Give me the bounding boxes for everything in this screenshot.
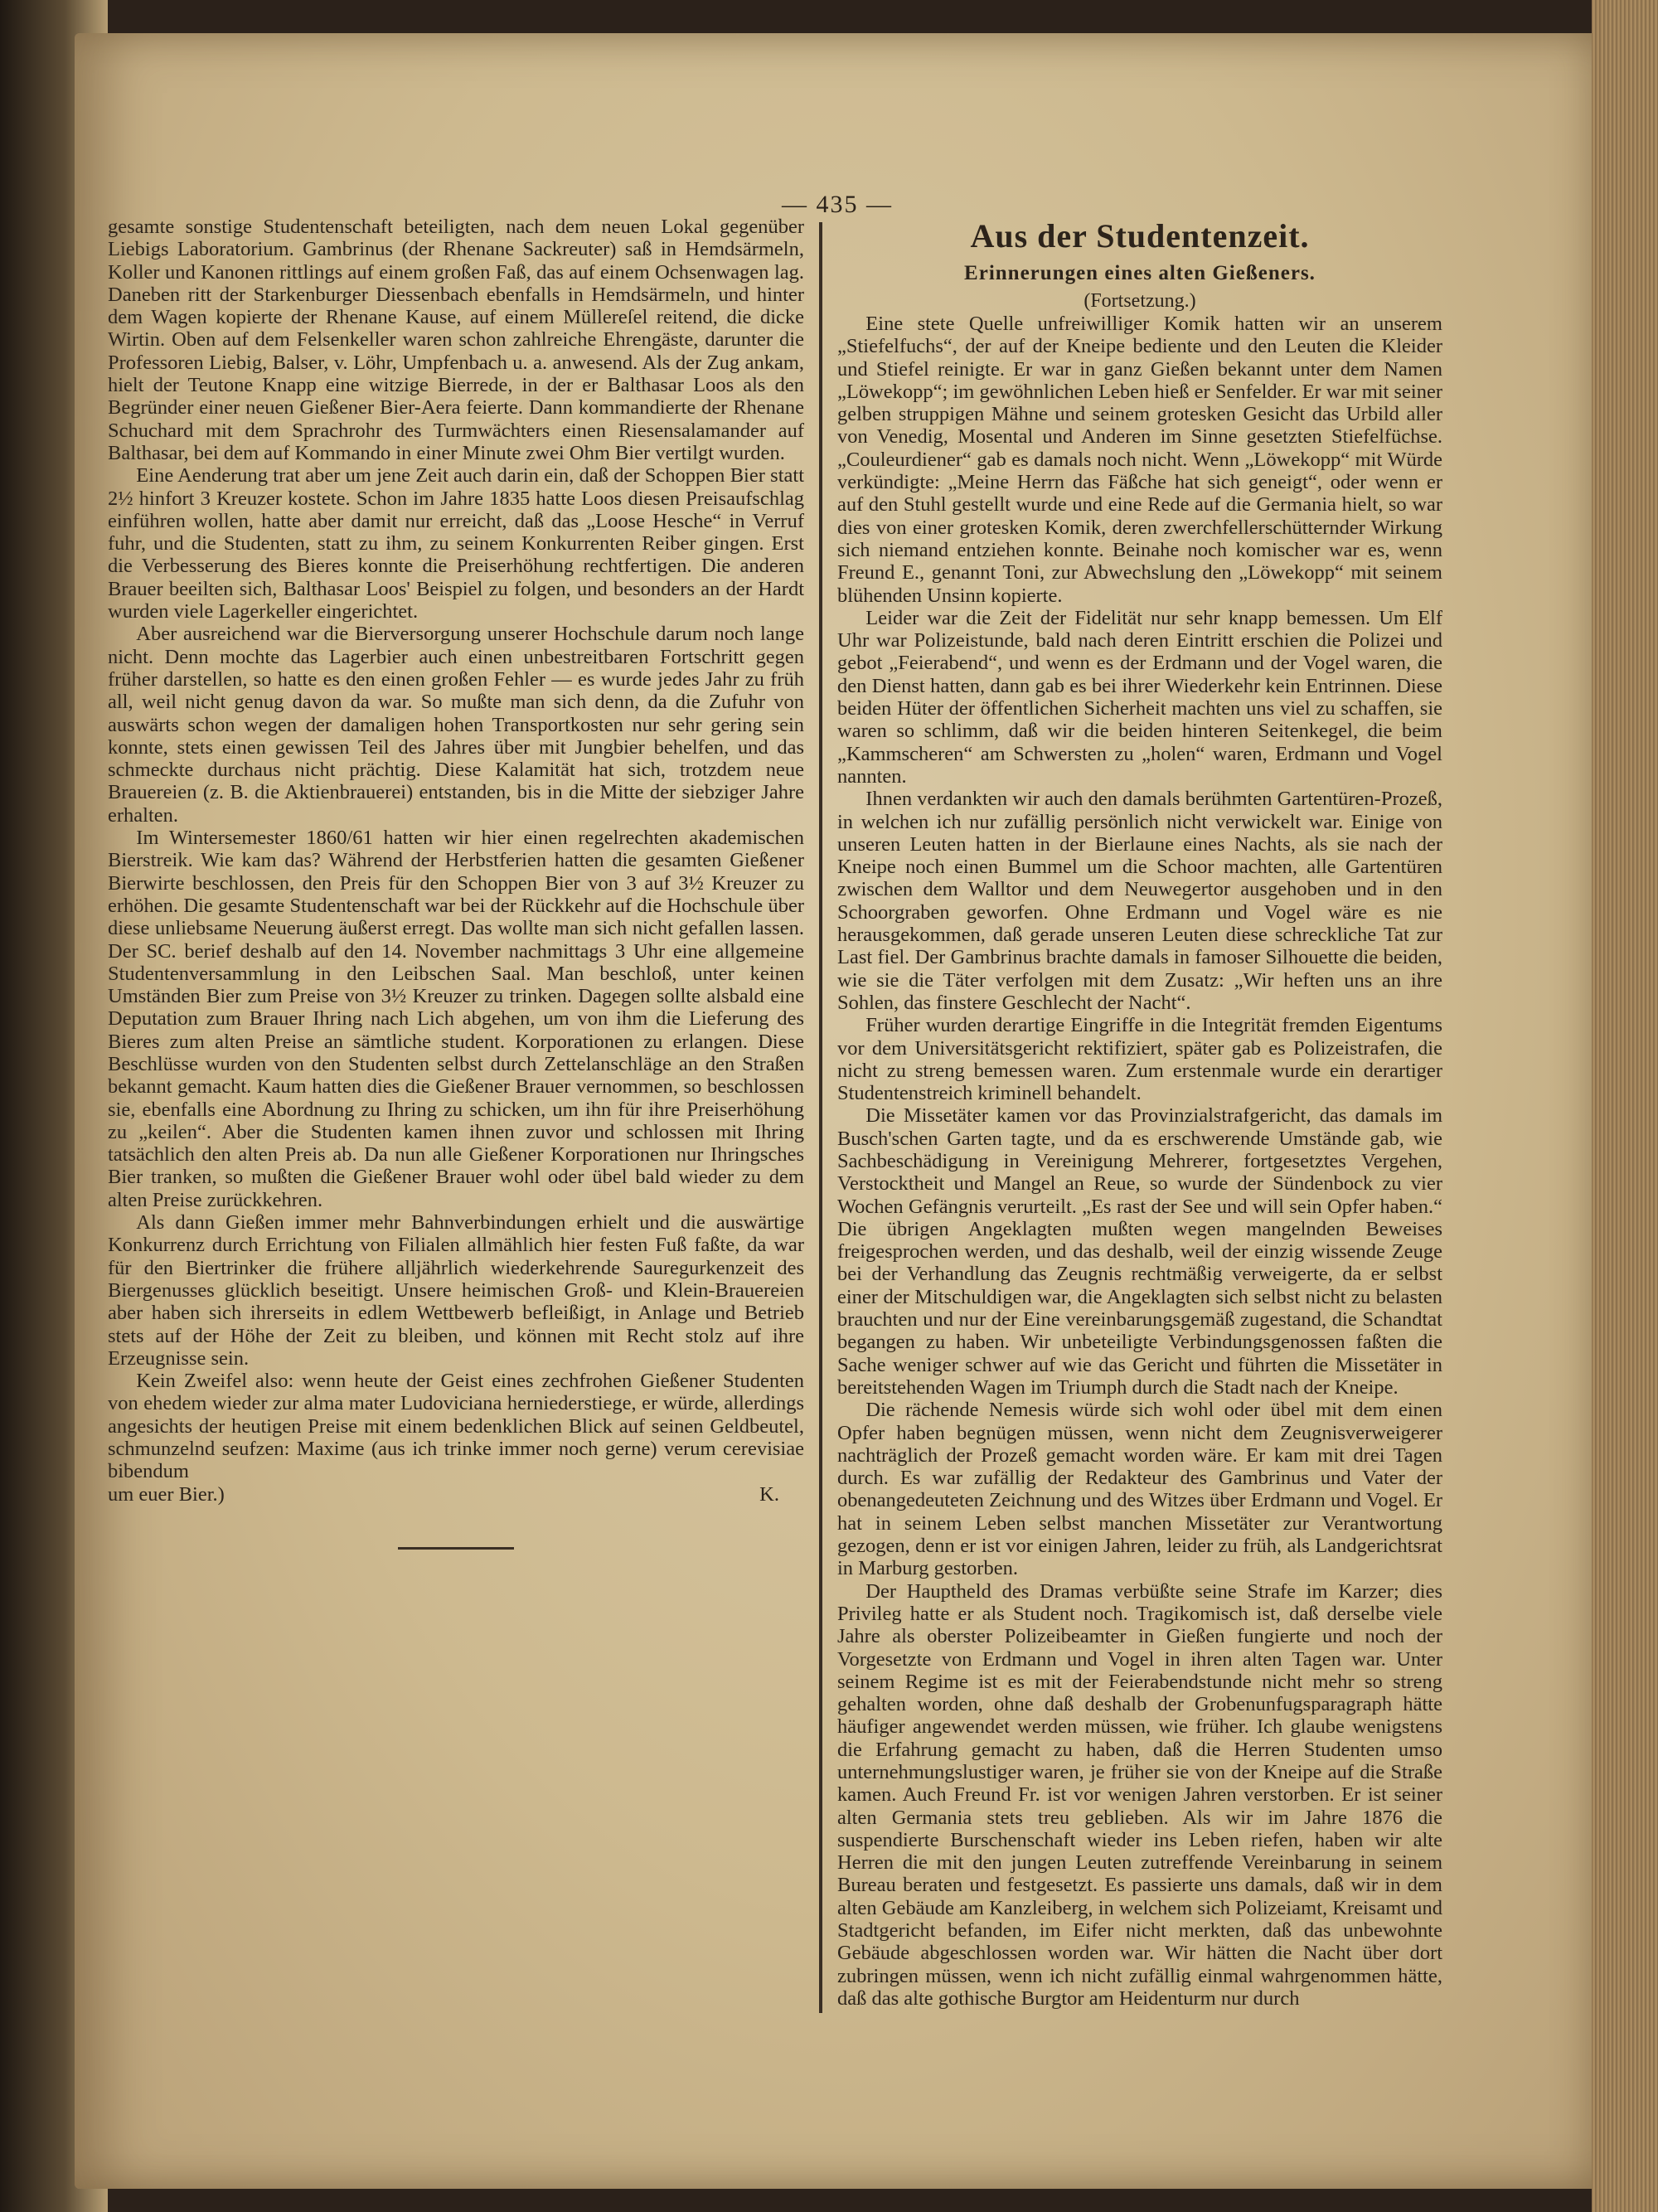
article-paragraph: Ihnen verdankten wir auch den damals berühmten Gartentüren-Prozeß, in welchen ich nur zufällig persönlich nicht verwickelt war. Einige von unseren Leuten hatten in der Bierlaune eines Nachts, als sie nach der Kneipe noch einen Bummel um die Schoor machten, alle Gartentüren zwischen dem Walltor und dem Neuwegertor ausgehoben und in den Schoorgraben geworfen. Ohne Erdmann und Vogel wäre es nie herausgekommen, daß gerade unseren Leuten diese schreckliche Tat zur Last fiel. Der Gambrinus brachte damals in famoser Silhouette die beiden, wie sie die Täter verfolgen mit dem Zusatz: „Wir heften uns an ihre Sohlen, das finstere Geschlecht der Nacht“. — [837, 788, 1442, 1014]
article-paragraph: Kein Zweifel also: wenn heute der Geist eines zechfrohen Gießener Studenten von ehedem wieder zur alma mater Ludoviciana herniederstiege, er würde, allerdings angesichts der heutigen Preise mit einem bedenklichen Blick auf seinen Geldbeutel, schmunzelnd seufzen: Maxime (aus ich trinke immer noch gerne) verum cerevisiae bibendum — [108, 1370, 804, 1483]
author-signature: K. — [759, 1482, 779, 1506]
continuation-note: (Fortsetzung.) — [1084, 290, 1196, 312]
article-paragraph: Eine stete Quelle unfreiwilliger Komik hatten wir an unserem „Stiefelfuchs“, der auf der Kneipe bediente und den Leuten die Kleider und Stiefel reinigte. Er war in ganz Gießen bekannt unter dem Namen „Löwekopp“; im gewöhnlichen Leben hieß er Senfelder. Er war mit seiner gelben struppigen Mähne und seinem grotesken Gesicht das Urbild aller von Venedig, Mosental und Anderen im Sinne gesetzten Stiefelfüchse. „Couleurdiener“ gab es damals noch nicht. Wenn „Löwekopp“ mit Würde verkündigte: „Meine Herrn das Fäßche hat sich geneigt“, oder wenn er auf den Stuhl gestellt wurde und eine Rede auf die Germania hielt, so war dies von einer grotesken Komik, deren zwerchfellerschütternder Wirkung sich niemand entziehen konnte. Beinahe noch komischer war es, wenn Freund E., genannt Toni, zur Abwechslung den „Löwekopp“ mit seinem blühenden Unsinn kopierte. — [837, 313, 1442, 607]
article-subheading: Erinnerungen eines alten Gießeners. — [964, 262, 1316, 284]
article-paragraph: Im Wintersemester 1860/61 hatten wir hier einen regelrechten akademischen Bierstreik. Wie kam das? Während der Herbstferien hatten die gesamten Gießener Bierwirte beschlossen, den Preis für den Schoppen Bier von 3 auf 3½ Kreuzer zu erhöhen. Die gesamte Studentenschaft war bei der Rückkehr auf die Hochschule über diese unliebsame Neuerung äußerst erregt. Das wollte man sich nicht gefallen lassen. Der SC. berief deshalb auf den 14. November nachmittags 3 Uhr eine allgemeine Studentenversammlung in den Leibschen Saal. Man beschloß, unter keinen Umständen Bier zum Preise von 3½ Kreuzer zu trinken. Dagegen sollte alsbald eine Deputation zum Brauer Ihring nach Lich abgehen, um von ihm die Lieferung des Bieres zum alten Preise an sämtliche student. Korporationen zu erlangen. Diese Beschlüsse wurden von den Studenten selbst durch Zettelanschläge an den Straßen bekannt gemacht. Kaum hatten dies die Gießener Brauer vernommen, so beschlossen sie, ebenfalls eine Abordnung zu Ihring zu schicken, um ihn für ihre Preiserhöhung zu „keilen“. Aber die Studenten kamen ihnen zuvor und schlossen mit Ihring tatsächlich den alten Preis ab. Da nun alle Gießener Korporationen nur Ihringsches Bier tranken, so mußten die Gießener Brauer wohl oder übel bald wieder zu dem alten Preise zurückkehren. — [108, 827, 804, 1211]
article-signoff — [108, 1483, 804, 1506]
closing-line: um euer Bier.) — [108, 1482, 225, 1506]
article-paragraph: Die rächende Nemesis würde sich wohl oder übel mit dem einen Opfer haben begnügen müssen, wenn nicht dem Zeugnisverweigerer nachträglich der Prozeß gemacht worden wäre. Er kam mit drei Tagen durch. Es war zufällig der Redakteur des Gambrinus und Vater der obenangedeuteten Zeichnung und des Witzes über Erdmann und Vogel. Er hat in seinem Leben selbst manchen Missetäter zur Verantwortung gezogen, denn er ist vor einigen Jahren, leider zu früh, als Landgerichtsrat in Marburg gestorben. — [837, 1399, 1442, 1580]
left-column — [108, 216, 804, 1550]
end-rule — [398, 1547, 514, 1550]
column-divider — [819, 222, 822, 2013]
article-paragraph: gesamte sonstige Studentenschaft beteiligten, nach dem neuen Lokal gegenüber Liebigs Laboratorium. Gambrinus (der Rhenane Sackreuter) saß in Hemdsärmeln, Koller und Kanonen rittlings auf einem großen Faß, das auf einem Ochsenwagen lag. Daneben ritt der Starkenburger Diessenbach ebenfalls in Hemdsärmeln, und hinter dem Wagen kopierte der Rhenane Kause, auf einem Müllereſel reitend, die dicke Wirtin. Oben auf dem Felsenkeller waren schon zahlreiche Ehrengäste, darunter die Professoren Liebig, Balser, v. Löhr, Umpfenbach u. a. anwesend. Als der Zug ankam, hielt der Teutone Knapp eine witzige Bierrede, in der er Balthasar Loos als den Begründer einer neuen Gießener Bier-Aera feierte. Dann kommandierte der Rhenane Schuchard mit dem Sprachrohr des Turmwächters einen Riesensalamander auf Balthasar, bei dem auf Kommando in einer Minute zwei Ohm Bier vertilgt wurden. — [108, 216, 804, 464]
article-paragraph: Als dann Gießen immer mehr Bahnverbindungen erhielt und die auswärtige Konkurrenz durch Errichtung von Filialen allmählich hier festen Fuß faßte, da war für den Biertrinker die frühere alljährlich wiederkehrende Sauregurkenzeit des Biergenusses glücklich beseitigt. Unsere heimischen Groß- und Klein-Brauereien aber haben sich ihrerseits in edlem Wettbewerb befleißigt, in Anlage und Betrieb stets auf der Höhe der Zeit zu bleiben, und können mit Recht stolz auf ihre Erzeugnisse sein. — [108, 1211, 804, 1370]
article-paragraph: Eine Aenderung trat aber um jene Zeit auch darin ein, daß der Schoppen Bier statt 2½ hinfort 3 Kreuzer kostete. Schon im Jahre 1835 hatte Loos diesen Preisaufschlag einführen wollen, hatte aber damit nur erreicht, daß das „Loose Hesche“ in Verruf fuhr, und die Studenten, statt zu ihm, zu seinem Konkurrenten Reiber gingen. Erst die Verbesserung des Bieres konnte die Preiserhöhung rechtfertigen. Die anderen Brauer beeilten sich, Balthasar Loos' Beispiel zu folgen, und besonders an der Hardt wurden viele Lagerkeller eingerichtet. — [108, 464, 804, 623]
article-paragraph: Früher wurden derartige Eingriffe in die Integrität fremden Eigentums vor dem Universitätsgericht rektifiziert, später gab es Polizeistrafen, die nicht zu streng bemessen waren. Zum erstenmale wurde ein derartiger Studentenstreich kriminell behandelt. — [837, 1014, 1442, 1105]
article-paragraph: Der Hauptheld des Dramas verbüßte seine Strafe im Karzer; dies Privileg hatte er als Student noch. Tragikomisch ist, daß derselbe viele Jahre als oberster Polizeibeamter in Gießen fungierte und noch der Vorgesetzte von Erdmann und Vogel in ihren alten Tagen war. Unter seinem Regime ist es mit der Feierabendstunde nicht mehr so streng gehalten worden, ohne daß deshalb der Grobenunfugsparagraph hätte häufiger angewendet werden müssen, wie früher. Ich glaube wenigstens die Erfahrung gemacht zu haben, daß die Herren Studenten umso unternehmungslustiger waren, je früher sie von der Kneipe auf die Straße kamen. Auch Freund Fr. ist vor wenigen Jahren verstorben. Er ist seiner alten Germania stets treu geblieben. Als wir im Jahre 1876 die suspendierte Burschenschaft wieder ins Leben riefen, haben wir alte Herren die mit den jungen Leuten zutreffende Vereinbarung in seinem Bureau beraten und festgesetzt. Es passierte uns damals, daß wir in dem alten Gebäude am Kanzleiberg, in welchem sich Polizeiamt, Kreisamt und Stadtgericht befanden, im Eifer nicht merkten, daß das unbewohnte Gebäude abgeschlossen worden war. Wir hätten die Nacht über dort zubringen müssen, wenn ich nicht zufällig einmal wahrgenommen hätte, daß das alte gothische Burgtor am Heidenturm nur durch — [837, 1579, 1442, 2010]
article-paragraph: Leider war die Zeit der Fidelität nur sehr knapp bemessen. Um Elf Uhr war Polizeistunde, bald nach deren Eintritt erschien die Polizei und gebot „Feierabend“, und wenn es der Erdmann und der Vogel waren, die den Dienst hatten, dann gab es bei ihrer Wiederkehr kein Entrinnen. Diese beiden Hüter der öffentlichen Sicherheit machten uns viel zu schaffen, sie waren so schlimm, daß wir die beiden hinteren Seitenkegel, die beim „Kammscheren“ am Schwersten zu „holen“ waren, Erdmann und Vogel nannten. — [837, 606, 1442, 788]
page-number: — 435 — — [782, 191, 893, 218]
page-edges — [1592, 0, 1658, 2212]
article-paragraph: Die Missetäter kamen vor das Provinzialstrafgericht, das damals im Busch'schen Garten tagte, und da es erschwerende Umstände gab, wie Sachbeschädigung in Vereinigung Mehrerer, fortgesetztes Vergehen, Verstocktheit und Mangel an Reue, so wurde der Sündenbock zu vier Wochen Gefängnis verurteilt. „Es rast der See und will sein Opfer haben.“ Die übrigen Angeklagten mußten wegen mangelnden Beweises freigesprochen werden, und das deshalb, weil der einzig wissende Zeuge bei der Verhandlung das Zeugnis rechtmäßig verweigerte, da er selbst einer der Mitschuldigen war, die Angeklagten sich selbst nicht zu belasten brauchten und nur der Eine vereinbarungsgemäß zugestand, die Schandtat begangen zu haben. Wir unbeteiligte Verbindungsgenossen faßten die Sache weniger schwer auf wie das Gericht und führten die Missetäter in bereitstehenden Wagen im Triumph durch die Stadt nach der Kneipe. — [837, 1104, 1442, 1399]
article-paragraph: Aber ausreichend war die Bierversorgung unserer Hochschule darum noch lange nicht. Denn mochte das Lagerbier auch einen unbestreitbaren Fortschritt gegen früher darstellen, so hatte es den einen großen Fehler — es wurde jedes Jahr zu früh all, weil nicht genug davon da war. So mußte man sich denn, da die Zufuhr von auswärts schon wegen der damaligen hohen Transportkosten nur sehr gering sein konnte, stets einen gewissen Teil des Jahres über mit Jungbier behelfen, und das schmeckte durchaus nicht prächtig. Diese Kalamität hat sich, trotzdem neue Brauereien (z. B. die Aktienbrauerei) entstanden, bis in die Mitte der siebziger Jahre erhalten. — [108, 623, 804, 827]
right-column — [837, 216, 1442, 2010]
article-heading: Aus der Studentenzeit. — [970, 217, 1310, 255]
